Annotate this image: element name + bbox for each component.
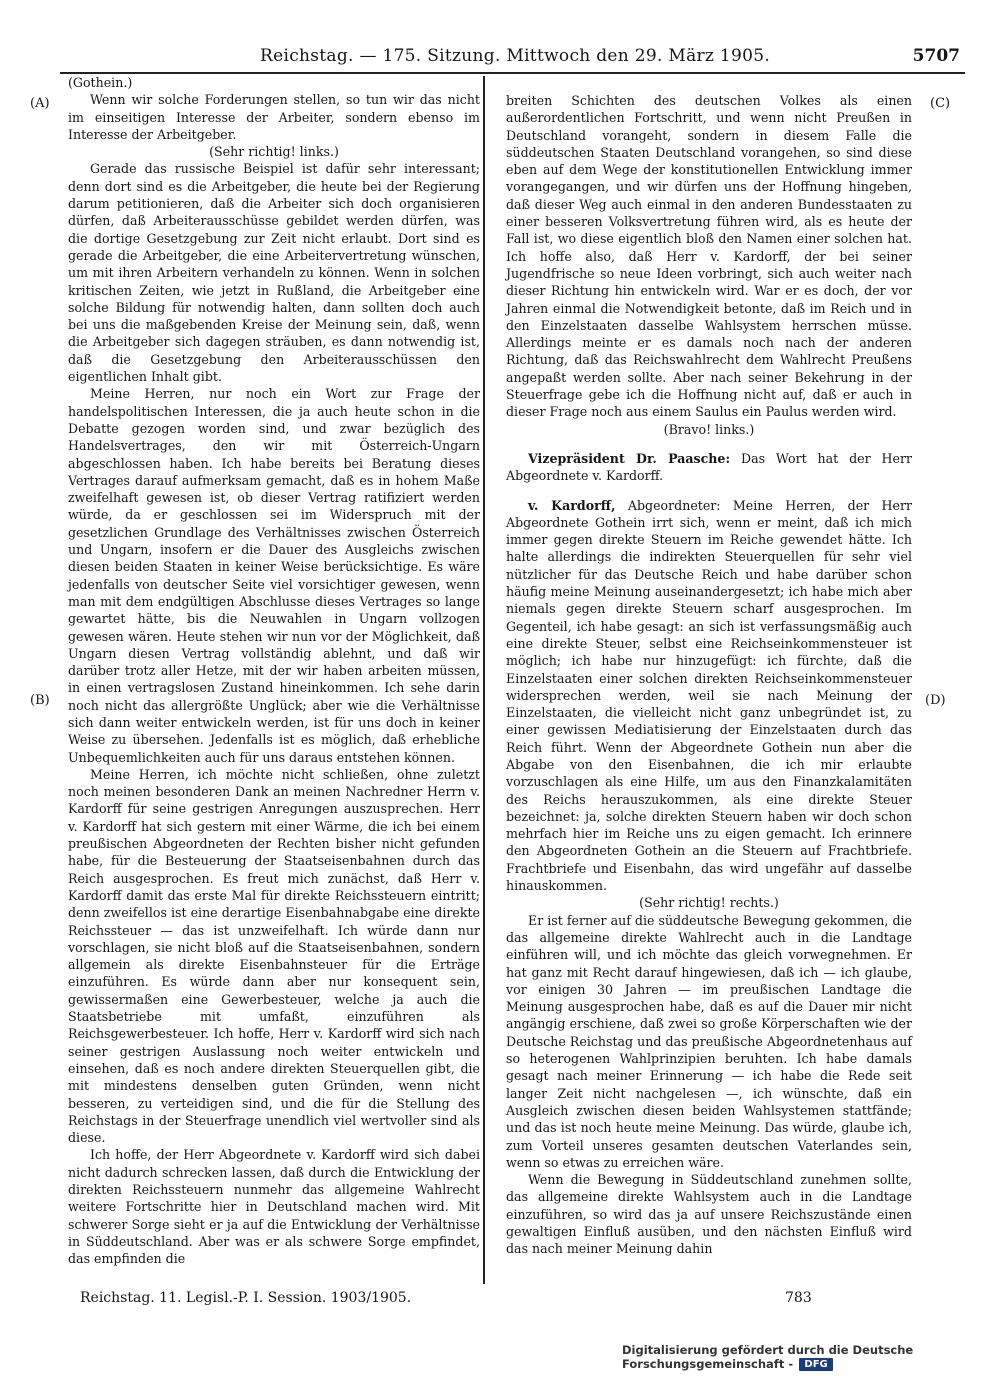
paragraph xyxy=(506,1171,912,1257)
paragraph-text: Abgeordneter: Meine Herren, der Herr Abgeordnete Gothein irrt sich, wenn er meint, daß ich mich immer gegen direkte Steuern im Reiche gewendet hätte. Ich halte allerdings die indirekten Steuerquellen für sehr viel nützlicher für das Deutsche Reich und habe darüber schon häufig meine Meinung auseinandergesetzt; ich habe mich aber niemals gegen direkte Steuern scharf ausgesprochen. Im Gegenteil, ich habe gesagt: an sich ist verfassungsmäßig auch eine direkte Steuer, selbst eine Reichseinkommensteuer ist möglich; ich habe nur hinzugefügt: ich fürchte, daß die Einzelstaaten einer solchen direkten Reichseinkommensteuer widersprechen werden, weil sie nach Meinung der Einzelstaaten, die vielleicht nicht ganz unbegründet ist, zu einer gewissen Mediatisierung der Einzelstaaten durch das Reich führt. Wenn der Abgeordnete Gothein nun aber die Abgabe von den Eisenbahnen, die ich mir erlaubte vorzuschlagen als eine Hilfe, um aus den Finanzkalamitäten des Reichs herauszukommen, als eine direkte Steuer bezeichnet: ja, solche direkten Steuern haben wir doch schon mehrfach hier im Reiche uns zu eigen gemacht. Ich erinnere den Abgeordneten Gothein an die Steuern auf Frachtbriefe. Frachtbriefe und Eisenbahn, das wird ungefähr auf dasselbe hinauskommen. xyxy=(506,497,913,894)
paragraph xyxy=(68,160,480,385)
paragraph-text: Meine Herren, ich möchte nicht schließen, ohne zuletzt noch meinen besonderen Dank an meinen Nachredner Herrn v. Kardorff für seine gestrigen Anregungen auszusprechen. Herr v. Kardorff hat sich gestern mit einer Wärme, die ich bei einem preußischen Abgeordneten der Rechten bisher nicht gefunden habe, für die Besteuerung der Staatseisenbahnen durch das Reich ausgesprochen. Es freut mich zunächst, daß Herr v. Kardorff damit das erste Mal für direkte Reichssteuern eintritt; denn zweifellos ist eine derartige Eisenbahnabgabe eine direkte Reichssteuer — das ist unzweifelhaft. Ich würde dann nur vorschlagen, sie nicht bloß auf die Staatseisenbahnen, sondern allgemein als direkte Eisenbahnsteuer für die Erträge einzuführen. Es würde dann aber nur konsequent sein, gewissermaßen eine Gewerbesteuer, welche ja auch die Staatsbetriebe mit umfaßt, einzuführen als Reichsgewerbesteuer. Ich hoffe, Herr v. Kardorff wird sich nach seiner gestrigen Auslassung noch weiter entwickeln und einsehen, daß es noch andere direkten Steuerquellen gibt, die mit mindestens denselben guten Gründen, wenn nicht besseren, zu verteidigen sind, und die für die Stellung des Reichstags in der Steuerfrage unendlich viel wertvoller sind als diese. xyxy=(68,766,480,1146)
column-divider xyxy=(483,76,485,1284)
paragraph-text: Ich hoffe, der Herr Abgeordnete v. Kardorff wird sich dabei nicht dadurch schrecken lassen, daß durch die Entwicklung der direkten Reichssteuern nunmehr das allgemeine Wahlrecht weitere Fortschritte hier in Deutschland machen wird. Mit schwerer Sorge sieht er ja auf die Entwicklung der Verhältnisse in Süddeutschland. Aber was er als schwere Sorge empfindet, das empfinden die xyxy=(68,1147,480,1267)
dfg-logo-icon: DFG xyxy=(799,1358,833,1371)
speaker-name: v. Kardorff, xyxy=(528,497,616,513)
paragraph-text: (Gothein.) xyxy=(68,75,133,90)
paragraph xyxy=(68,143,480,160)
paragraph-text: (Sehr richtig! rechts.) xyxy=(639,895,779,911)
page-number: 5707 xyxy=(912,46,960,66)
paragraph xyxy=(506,92,912,421)
paragraph-text: Er ist ferner auf die süddeutsche Bewegung gekommen, die das allgemeine direkte Wahlrecht auch in die Landtage einführen will, und ich möchte das gleich vorwegnehmen. Er hat ganz mit Recht darauf hingewiesen, daß ich — ich glaube, vor einigen 30 Jahren — im preußischen Landtage die Meinung ausgesprochen habe, daß es auf die Dauer mir nicht angängig erschiene, daß zwei so große Körperschaften wie der Deutsche Reichstag und das preußische Abgeordnetenhaus auf so heterogenen Wahlprinzipien beruhten. Ich habe damals gesagt nach meiner Erinnerung — ich habe die Rede seit langer Zeit nicht nachgelesen —, ich wünschte, daß ein Ausgleich zwischen diesen beiden Wahlsystemen stattfände; und das ist noch heute meine Meinung. Das würde, glaube ich, zum Vorteil unseres gesamten deutschen Vaterlandes sein, wenn so etwas zu erreichen wäre. xyxy=(506,912,912,1170)
paragraph xyxy=(68,1146,480,1267)
footer-sheet-number: 783 xyxy=(785,1290,812,1306)
margin-mark-c: (C) xyxy=(930,96,951,111)
page-header xyxy=(70,40,960,70)
margin-mark-a: (A) xyxy=(30,96,50,111)
running-title: Reichstag. — 175. Sitzung. Mittwoch den 29. März 1905. xyxy=(260,46,771,66)
paragraph xyxy=(506,421,912,438)
paragraph xyxy=(68,766,480,1147)
credit-text: Digitalisierung gefördert durch die Deutsche Forschungsgemeinschaft - xyxy=(622,1343,914,1371)
footer-session: Reichstag. 11. Legisl.-P. I. Session. 1903/1905. xyxy=(80,1290,412,1306)
margin-mark-b: (B) xyxy=(30,693,50,708)
speaker-name: Vizepräsident Dr. Paasche: xyxy=(528,450,731,466)
paragraph-text: breiten Schichten des deutschen Volkes als einen außerordentlichen Fortschritt, und wenn nicht Preußen in Deutschland vorangeht, sondern in diesem Falle die süddeutschen Staaten Deutschland vorangehen, so sind diese eben auf dem Wege der konstitutionellen Entwicklung immer vorangegangen, und wir dürfen uns der Hoffnung hingeben, daß dieser Weg auch einmal in den anderen Bundesstaaten zu einer besseren Volksvertretung führen wird, als es heute der Fall ist, wo diese eigentlich bloß den Namen einer solchen hat. Ich hoffe also, daß Herr v. Kardorff, der bei seiner Jugendfrische so neue Ideen vorbringt, sich auch weiter nach dieser Richtung hin entwickeln wird. War er es doch, der vor Jahren einmal die Notwendigkeit betonte, daß im Reich und in den Einzelstaaten dasselbe Wahlsystem herrschen müsse. Allerdings meinte er es damals noch nach der anderen Richtung, daß das Reichswahlrecht dem Wahlrecht Preußens angepaßt werden sollte. Aber nach seiner Bekehrung in der Steuerfrage gebe ich die Hoffnung nicht auf, daß er auch in dieser Frage noch aus einem Saulus ein Paulus werden wird. xyxy=(506,93,912,420)
paragraph-text: Meine Herren, nur noch ein Wort zur Frage der handelspolitischen Interessen, die ja auch heute schon in die Debatte gezogen worden sind, und zwar bezüglich des Handelsvertrages, den wir mit Österreich-Ungarn abgeschlossen haben. Ich habe bereits bei Beratung dieses Vertrages darauf aufmerksam gemacht, daß es in hohem Maße zweifelhaft gewesen ist, ob dieser Vertrag ratifiziert werden würde, da er geschlossen sei im Widerspruch mit der gesetzlichen Grundlage des Verhältnisses zwischen Österreich und Ungarn, insofern er die Dauer des Ausgleichs zwischen diesen beiden Staaten in keiner Weise berücksichtige. Es wäre jedenfalls von deutscher Seite viel vorsichtiger gewesen, wenn man mit dem endgültigen Abschlusse dieses Vertrages so lange gewartet hätte, bis die Neuwahlen in Ungarn vollzogen gewesen wären. Heute stehen wir nun vor der Möglichkeit, daß Ungarn diesen Vertrag vollständig ablehnt, und daß wir darüber trotz aller Hetze, mit der wir haben arbeiten müssen, in einen vertragslosen Zustand hineinkommen. Ich sehe darin noch nicht das allergrößte Unglück; aber wie die Verhältnisse sich dann weiter entwickeln werden, ist für uns doch in keiner Weise zu übersehen. Jedenfalls ist es möglich, daß erhebliche Unbequemlichkeiten auch für uns daraus entstehen können. xyxy=(68,386,480,765)
paragraph-text: Gerade das russische Beispiel ist dafür sehr interessant; denn dort sind es die Arbeitgeber, die heute bei der Regierung darum petitionieren, daß die Arbeiter sich doch organisieren dürfen, daß Arbeiterausschüsse gebildet werden dürfen, was die dortige Gesetzgebung zur Zeit nicht erlaubt. Dort sind es gerade die Arbeitgeber, die eine Arbeitervertretung wünschen, um mit ihren Arbeitern verhandeln zu können. Wenn in solchen kritischen Zeiten, wie jetzt in Rußland, die Arbeitgeber eine solche Bildung für notwendig halten, dann sollten doch auch bei uns die maßgebenden Kreise der Meinung sein, daß, wenn die Arbeitgeber sich dagegen sträuben, es dann notwendig ist, daß die Gesetzgebung den Arbeiterausschüssen den eigentlichen Inhalt gibt. xyxy=(68,161,480,385)
paragraph xyxy=(506,912,912,1171)
paragraph-text: (Sehr richtig! links.) xyxy=(209,144,339,160)
paragraph xyxy=(68,91,480,143)
paragraph-text: Wenn die Bewegung in Süddeutschland zunehmen sollte, das allgemeine direkte Wahlsystem auch in die Landtage einzuführen, so wird das ja auf unsere Reichszustände einen gewaltigen Einfluß ausüben, und den nächsten Einfluß wird das nach meiner Meinung dahin xyxy=(506,1172,912,1257)
paragraph xyxy=(506,450,912,485)
paragraph-text: Das Wort hat der Herr Abgeordnete v. Kardorff. xyxy=(506,450,912,484)
margin-mark-d: (D) xyxy=(925,693,946,708)
paragraph-text: (Bravo! links.) xyxy=(663,421,755,437)
right-column xyxy=(506,92,912,1258)
paragraph xyxy=(68,385,480,766)
paragraph xyxy=(68,74,480,91)
paragraph xyxy=(506,497,912,895)
paragraph-text: Wenn wir solche Forderungen stellen, so tun wir das nicht im einseitigen Interesse der Arbeiter, sondern ebenso im Interesse der Arbeitgeber. xyxy=(68,92,480,142)
paragraph xyxy=(506,894,912,911)
digitization-credit xyxy=(622,1343,1000,1371)
left-column xyxy=(68,74,480,1267)
